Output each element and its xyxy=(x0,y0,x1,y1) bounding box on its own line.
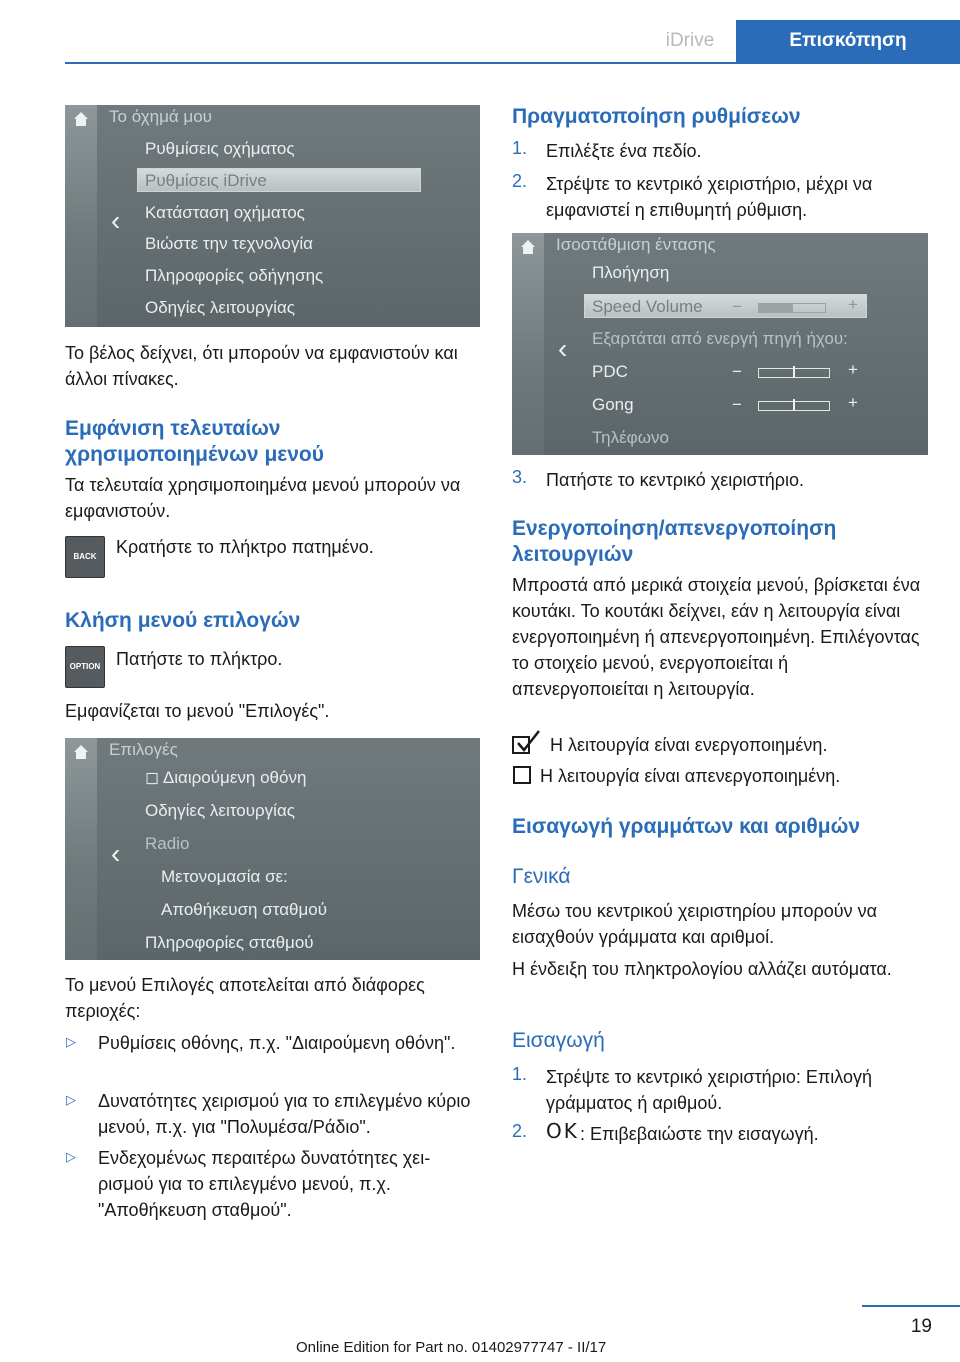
panel-title: Το όχημά μου xyxy=(109,107,212,126)
step-text: Επιλέξτε ένα πεδίο. xyxy=(546,141,702,161)
menu-item: Speed Volume xyxy=(592,297,703,316)
bullet-triangle-icon: ▷ xyxy=(66,1149,76,1164)
bullet-item: Δυνατότητες χειρισμού για το επιλεγμένο κύριο μενού, π.χ. για "Πολυμέσα/Ράδιο". xyxy=(98,1091,471,1137)
pdc-slider xyxy=(758,368,830,378)
plus-label: + xyxy=(848,295,858,314)
panel-sidebar xyxy=(65,105,97,327)
menu-item: Αποθήκευση σταθμού xyxy=(161,900,328,919)
heading-general: Γενικά xyxy=(512,865,571,888)
bullet-item: Ενδεχομένως περαιτέρω δυνατότητες χειρισμού για το επιλεγμένο μενού, π.χ. "Αποθήκευση σταθμού". xyxy=(98,1148,431,1220)
page-number: 19 xyxy=(910,1316,932,1337)
menu-item: Οδηγίες λειτουργίας xyxy=(145,298,295,317)
step-number: 3. xyxy=(512,467,528,487)
menu-item: Ρυθμίσεις οχήματος xyxy=(145,139,295,158)
bullet-item: Ρυθμίσεις οθόνης, π.χ. "Διαιρούμενη οθόνη". xyxy=(98,1033,456,1053)
step-number: 2. xyxy=(512,171,528,191)
heading-entry: Εισαγωγή xyxy=(512,1029,605,1052)
general-text-2: Η ένδειξη του πληκτρολογίου αλλάζει αυτόματα. xyxy=(512,959,892,979)
heading-options-menu: Κλήση μενού επιλογών xyxy=(65,609,301,632)
home-icon xyxy=(73,744,89,760)
home-icon xyxy=(73,111,89,127)
menu-item-split-screen: ◻ Διαιρούμενη οθόνη xyxy=(145,768,307,787)
back-key-icon: BACK xyxy=(65,536,105,578)
menu-item: Gong xyxy=(592,395,634,414)
panel-sidebar xyxy=(512,233,544,455)
heading-settings: Πραγματοποίηση ρυθμίσεων xyxy=(512,105,801,128)
home-icon xyxy=(520,239,536,255)
screenshot-volume-settings xyxy=(512,233,928,455)
option-key-icon: OPTION xyxy=(65,646,105,688)
header-section: iDrive xyxy=(665,30,715,51)
plus-label: + xyxy=(848,360,858,379)
heading-toggle-functions: Ενεργοποίηση/απενεργοποίηση λειτουργιών xyxy=(512,517,837,566)
step-number: 1. xyxy=(512,1064,528,1084)
checked-box-icon xyxy=(512,730,542,754)
menu-item: Πληροφορίες οδήγησης xyxy=(145,266,324,285)
bullet-triangle-icon: ▷ xyxy=(66,1092,76,1107)
arrow-note: Το βέλος δείχνει, ότι μπορούν να εμφανιστούν και άλλοι πίνακες. xyxy=(65,343,458,389)
unchecked-box-icon xyxy=(512,765,532,785)
unchecked-text: Η λειτουργία είναι απενεργοποιημένη. xyxy=(540,766,841,786)
screenshot-options-menu xyxy=(65,738,480,960)
option-key-text: Πατήστε το πλήκτρο. xyxy=(116,649,283,669)
toggle-functions-text: Μπροστά από μερικά στοιχεία μενού, βρίσκεται ένα κουτάκι. Το κουτάκι δείχνει, εάν η λειτουργία είναι ενεργοποιημένη ή απενεργοποιημένη. Επιλέγοντας το στοιχείο μενού, ενεργοποιείται ή απενεργοποιείται η λειτουργία. xyxy=(512,575,921,699)
step-text: Στρέψτε το κεντρικό χειριστήριο: Επιλογή γράμματος ή αριθμού. xyxy=(546,1067,873,1113)
panel-title: Επιλογές xyxy=(109,740,178,759)
menu-section-radio: Radio xyxy=(145,834,190,853)
heading-recent-menus: Εμφάνιση τελευταίων χρησιμοποιημένων μενού xyxy=(65,417,324,466)
step-text: Στρέψτε το κεντρικό χειριστήριο, μέχρι να εμφανιστεί η επιθυμητή ρύθμιση. xyxy=(546,174,873,220)
header-chapter: Επισκόπηση xyxy=(736,20,960,62)
minus-label: − xyxy=(732,395,742,414)
chevron-left-icon: ‹ xyxy=(111,838,121,869)
chevron-left-icon: ‹ xyxy=(111,205,121,236)
back-key-text: Κρατήστε το πλήκτρο πατημένο. xyxy=(116,537,374,557)
options-areas-text: Το μενού Επιλογές αποτελείται από διάφορες περιοχές: xyxy=(65,975,425,1021)
menu-item: Ρυθμίσεις iDrive xyxy=(145,171,267,190)
plus-label: + xyxy=(848,393,858,412)
step-text: : Επιβεβαιώστε την εισαγωγή. xyxy=(580,1124,819,1144)
minus-label: − xyxy=(732,297,742,316)
screenshot-my-vehicle-menu xyxy=(65,105,480,327)
checked-text: Η λειτουργία είναι ενεργοποιημένη. xyxy=(550,735,828,755)
menu-section-label: Εξαρτάται από ενεργή πηγή ήχου: xyxy=(592,329,848,348)
general-text-1: Μέσω του κεντρικού χειριστηρίου μπορούν να εισαχθούν γράμματα και αριθμοί. xyxy=(512,901,877,947)
menu-item: Οδηγίες λειτουργίας xyxy=(145,801,295,820)
minus-label: − xyxy=(732,362,742,381)
edition-footer: Online Edition for Part no. 01402977747 - II/17 xyxy=(296,1339,607,1356)
chevron-left-icon: ‹ xyxy=(558,333,568,364)
step-text: Πατήστε το κεντρικό χειριστήριο. xyxy=(546,470,804,490)
heading-input: Εισαγωγή γραμμάτων και αριθμών xyxy=(512,815,861,838)
options-menu-text: Εμφανίζεται το μενού "Επιλογές". xyxy=(65,701,330,721)
menu-item: Πληροφορίες σταθμού xyxy=(145,933,314,952)
bullet-triangle-icon: ▷ xyxy=(66,1034,76,1049)
menu-item: Πλοήγηση xyxy=(592,263,670,282)
ok-icon: OK xyxy=(546,1119,579,1143)
speed-volume-slider xyxy=(758,303,826,313)
step-number: 2. xyxy=(512,1121,528,1141)
footer-rule xyxy=(862,1305,960,1307)
recent-menus-text: Τα τελευταία χρησιμοποιημένα μενού μπορούν να εμφανιστούν. xyxy=(65,475,461,521)
step-number: 1. xyxy=(512,138,528,158)
menu-item: PDC xyxy=(592,362,628,381)
panel-title: Ισοστάθμιση έντασης xyxy=(556,235,716,254)
menu-item: Μετονομασία σε: xyxy=(161,867,288,886)
menu-item: Βιώστε την τεχνολογία xyxy=(145,234,313,253)
panel-sidebar xyxy=(65,738,97,960)
menu-item: Κατάσταση οχήματος xyxy=(145,203,305,222)
menu-item: Τηλέφωνο xyxy=(592,428,669,447)
header-rule xyxy=(65,62,960,64)
gong-slider xyxy=(758,401,830,411)
